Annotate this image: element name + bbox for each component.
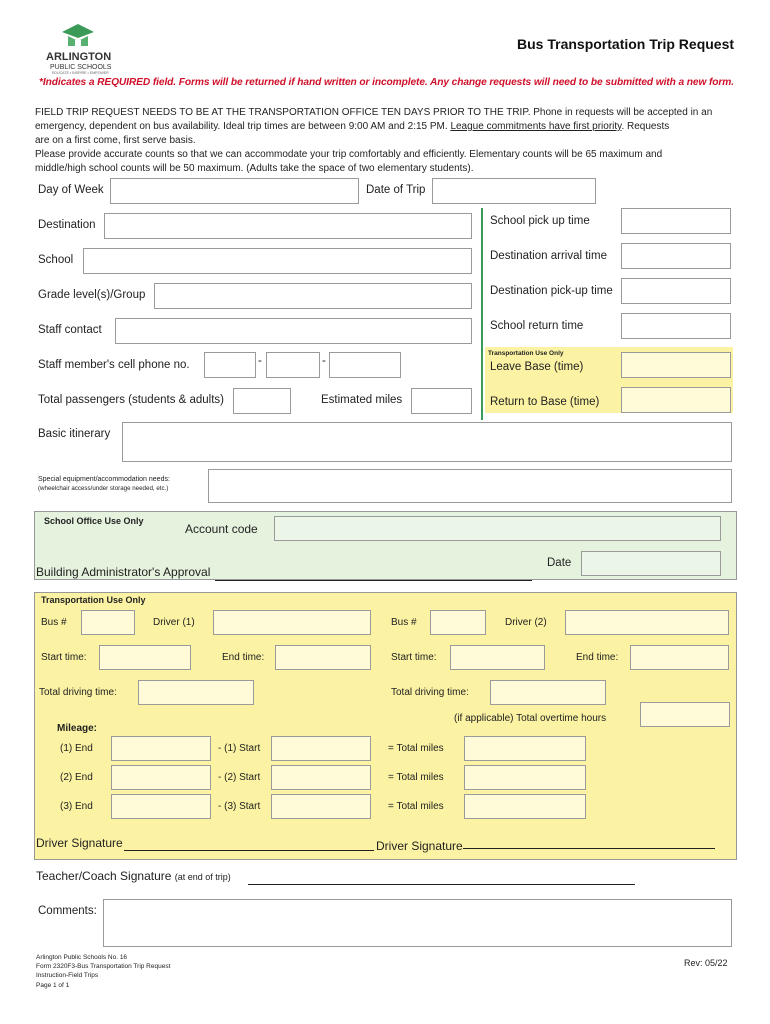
grade-levels-field[interactable]	[154, 283, 472, 309]
logo-tagline: EDUCATE • INSPIRE • EMPOWER	[52, 71, 109, 75]
footer-policy-number: Arlington Public Schools No. 16	[36, 954, 128, 961]
driver-signature-2-label: Driver Signature	[376, 839, 463, 853]
driver-2-label: Driver (2)	[505, 617, 547, 628]
account-code-label: Account code	[185, 522, 258, 536]
league-priority-note: League commitments have first priority	[450, 121, 622, 132]
intro-line-2c: . Requests	[621, 121, 670, 132]
phone-area-code-field[interactable]	[204, 352, 256, 378]
driver-signature-1-line[interactable]	[124, 850, 374, 851]
date-of-trip-field[interactable]	[432, 178, 596, 204]
admin-approval-signature-line[interactable]	[215, 580, 532, 581]
total-miles-2-label: = Total miles	[388, 772, 444, 783]
mileage-start-3-field[interactable]	[271, 794, 371, 819]
intro-line-4: Please provide accurate counts so that we can accommodate your trip comfortably and efficiently. Elementary counts will be 65 maximum and	[35, 149, 663, 160]
start-time-1-label: Start time:	[41, 652, 87, 663]
admin-approval-label: Building Administrator's Approval	[36, 565, 211, 579]
phone-dash-2: -	[322, 355, 326, 367]
column-divider	[481, 208, 483, 420]
total-driving-time-1-field[interactable]	[138, 680, 254, 705]
total-miles-3-label: = Total miles	[388, 801, 444, 812]
school-label: School	[38, 254, 74, 266]
comments-field[interactable]	[103, 899, 732, 947]
mileage-start-2-field[interactable]	[271, 765, 371, 790]
logo-subtitle: PUBLIC SCHOOLS	[50, 64, 112, 71]
mileage-end-2-field[interactable]	[111, 765, 211, 790]
required-note: *Indicates a REQUIRED field. Forms will be returned if hand written or incomplete. Any change requests will need to be submitted with a new form.	[39, 77, 734, 88]
approval-date-field[interactable]	[581, 551, 721, 576]
phone-prefix-field[interactable]	[266, 352, 320, 378]
estimated-miles-label: Estimated miles	[321, 394, 403, 406]
date-of-trip-label: Date of Trip	[366, 184, 426, 196]
comments-label: Comments:	[38, 905, 97, 917]
leave-base-label: Leave Base (time)	[490, 361, 584, 373]
end-time-2-label: End time:	[576, 652, 619, 663]
day-of-week-field[interactable]	[110, 178, 359, 204]
mileage-start-1-field[interactable]	[271, 736, 371, 761]
mileage-end-3-label: (3) End	[60, 801, 93, 812]
leave-base-field[interactable]	[621, 352, 731, 378]
bus-number-2-field[interactable]	[430, 610, 486, 635]
approval-date-label: Date	[547, 557, 572, 569]
destination-label: Destination	[38, 219, 96, 231]
total-driving-time-2-field[interactable]	[490, 680, 606, 705]
school-return-time-field[interactable]	[621, 313, 731, 339]
account-code-field[interactable]	[274, 516, 721, 541]
school-return-time-label: School return time	[490, 320, 584, 332]
return-to-base-label: Return to Base (time)	[490, 396, 600, 408]
intro-line-1: FIELD TRIP REQUEST NEEDS TO BE AT THE TRANSPORTATION OFFICE TEN DAYS PRIOR TO THE TRIP. Phone in requests will be accepted in an	[35, 107, 713, 118]
basic-itinerary-label: Basic itinerary	[38, 428, 111, 440]
page-title: Bus Transportation Trip Request	[517, 36, 735, 52]
destination-field[interactable]	[104, 213, 472, 239]
intro-line-5: middle/high school counts will be 50 maximum. (Adults take the space of two elementary students).	[35, 163, 474, 174]
driver-signature-1-label: Driver Signature	[36, 836, 123, 850]
staff-contact-field[interactable]	[115, 318, 472, 344]
return-to-base-field[interactable]	[621, 387, 731, 413]
total-driving-time-2-label: Total driving time:	[391, 687, 469, 698]
destination-pickup-time-field[interactable]	[621, 278, 731, 304]
school-office-heading: School Office Use Only	[44, 516, 144, 526]
bus-number-1-field[interactable]	[81, 610, 135, 635]
revision-label: Rev: 05/22	[684, 958, 728, 968]
mileage-end-1-label: (1) End	[60, 743, 93, 754]
intro-line-2	[35, 122, 669, 132]
end-time-1-label: End time:	[222, 652, 265, 663]
transport-use-only-small-label: Transportation Use Only	[488, 350, 564, 357]
start-time-2-label: Start time:	[391, 652, 437, 663]
staff-cell-label: Staff member's cell phone no.	[38, 359, 190, 371]
phone-dash-1: -	[258, 355, 262, 367]
total-miles-2-field[interactable]	[464, 765, 586, 790]
basic-itinerary-field[interactable]	[122, 422, 732, 462]
school-field[interactable]	[83, 248, 472, 274]
special-equipment-note: (wheelchair access/under storage needed, etc.)	[38, 485, 169, 492]
teacher-signature-text: Teacher/Coach Signature	[36, 869, 172, 883]
school-pickup-time-label: School pick up time	[490, 215, 590, 227]
school-building-icon	[60, 22, 96, 50]
estimated-miles-field[interactable]	[411, 388, 472, 414]
logo	[36, 22, 126, 76]
driver-signature-2-line[interactable]	[463, 848, 715, 849]
day-of-week-label: Day of Week	[38, 184, 104, 196]
total-passengers-label: Total passengers (students & adults)	[38, 394, 225, 406]
driver-2-field[interactable]	[565, 610, 729, 635]
mileage-label: Mileage:	[57, 723, 98, 734]
total-passengers-field[interactable]	[233, 388, 291, 414]
mileage-start-1-label: - (1) Start	[218, 743, 261, 754]
footer-form-number: Form 2320F3-Bus Transportation Trip Request	[36, 963, 171, 970]
school-pickup-time-field[interactable]	[621, 208, 731, 234]
teacher-signature-note: (at end of trip)	[174, 872, 231, 882]
total-miles-1-label: = Total miles	[388, 743, 444, 754]
total-driving-time-1-label: Total driving time:	[39, 687, 117, 698]
phone-line-field[interactable]	[329, 352, 401, 378]
mileage-start-3-label: - (3) Start	[218, 801, 261, 812]
logo-name: ARLINGTON	[46, 51, 112, 63]
transport-heading: Transportation Use Only	[41, 595, 146, 605]
teacher-signature-label	[36, 870, 231, 882]
bus-number-1-label: Bus #	[41, 617, 67, 628]
staff-contact-label: Staff contact	[38, 324, 102, 336]
intro-line-3: are on a first come, first serve basis.	[35, 135, 196, 146]
start-time-1-field[interactable]	[99, 645, 191, 670]
special-equipment-field[interactable]	[208, 469, 732, 503]
driver-1-label: Driver (1)	[153, 617, 195, 628]
total-miles-1-field[interactable]	[464, 736, 586, 761]
overtime-label: (if applicable) Total overtime hours	[454, 713, 607, 724]
grade-levels-label: Grade level(s)/Group	[38, 289, 146, 301]
mileage-end-1-field[interactable]	[111, 736, 211, 761]
mileage-start-2-label: - (2) Start	[218, 772, 261, 783]
driver-1-field[interactable]	[213, 610, 371, 635]
teacher-signature-line[interactable]	[248, 884, 635, 885]
overtime-field[interactable]	[640, 702, 730, 727]
footer-page-number: Page 1 of 1	[36, 982, 70, 989]
destination-pickup-time-label: Destination pick-up time	[490, 285, 613, 297]
bus-number-2-label: Bus #	[391, 617, 417, 628]
destination-arrival-time-field[interactable]	[621, 243, 731, 269]
destination-arrival-time-label: Destination arrival time	[490, 250, 607, 262]
end-time-1-field[interactable]	[275, 645, 371, 670]
mileage-end-3-field[interactable]	[111, 794, 211, 819]
special-equipment-label: Special equipment/accommodation needs:	[38, 476, 170, 483]
total-miles-3-field[interactable]	[464, 794, 586, 819]
intro-line-2a: emergency, dependent on bus availability. Ideal trip times are between 9:00 AM and 2:15 PM.	[35, 121, 451, 132]
end-time-2-field[interactable]	[630, 645, 729, 670]
mileage-end-2-label: (2) End	[60, 772, 93, 783]
footer-instruction: Instruction-Field Trips	[36, 972, 99, 979]
start-time-2-field[interactable]	[450, 645, 545, 670]
